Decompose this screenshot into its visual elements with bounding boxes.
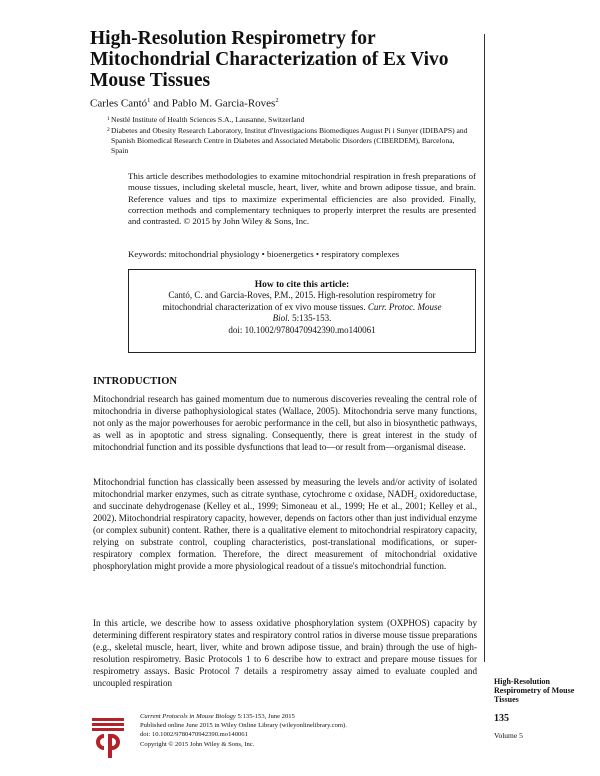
footer-copyright: Copyright © 2015 John Wiley & Sons, Inc. (140, 740, 255, 748)
citation-text: Cantó, C. and Garcia-Roves, P.M., 2015. High-resolution respirometry for mitochondrial characterization of ex vivo mouse tissues. Curr. Protoc. Mouse Biol. 5:135-153. doi: 10.1002/9780470942390.mo140061 (162, 290, 442, 335)
keyword-separator: • (261, 249, 265, 259)
citation-title: How to cite this article: (254, 280, 350, 290)
sidebar-rule (484, 34, 485, 662)
keyword: respiratory complexes (321, 249, 400, 259)
affiliations (107, 115, 471, 157)
affiliation-1: 1 Nestlé Institute of Health Sciences S.A., Lausanne, Switzerland (107, 115, 305, 124)
volume-label: Volume 5 (494, 731, 523, 740)
keyword: bioenergetics (266, 249, 314, 259)
abstract: This article describes methodologies to examine mitochondrial respiration in fresh preparations of mouse tissues, including skeletal muscle, heart, liver, white and brown adipose tissue, and brain. Reference values and tips to maximize experimental efficiencies are also provided. Finally, correction methods and complementary techniques to properly interpret the results are presented and contrasted. © 2015 by John Wiley & Sons, Inc. (128, 171, 476, 227)
current-protocols-logo-icon (92, 718, 124, 758)
footer-doi: doi: 10.1002/9780470942390.mo140061 (140, 731, 248, 739)
citation-doi[interactable]: doi: 10.1002/9780470942390.mo140061 (228, 324, 376, 335)
author-2-affil: 2 (275, 97, 279, 104)
author-and: and (150, 97, 172, 110)
author-1: Carles Cantó (90, 97, 148, 110)
intro-paragraph-2: Mitochondrial function has classically been assessed by measuring the levels and/or activity of isolated mitochondrial marker enzymes, such as citrate synthase, cytochrome c oxidase, NADH₂ oxidoreductase, and succinate dehydrogenase (Kelley et al., 1999; Simoneau et al., 1999; He et al., 2001; Kelley et al., 2002). Mitochondrial respiratory capacity, however, depends on factors other than just individual enzyme (or complex subunit) content. Rather, there is a qualitative element to mitochondrial respiratory capacity, relying on substrate control, coupling characteristics, post-translational modifications, or super-respiratory complex formation. Therefore, the direct measurement of mitochondrial oxidative phosphorylation might provide a more physiological readout of a tissue's mitochondrial function. (93, 477, 477, 571)
running-title: High-Resolution Respirometry of Mouse Tissues (494, 677, 575, 705)
affiliation-2: 2 Diabetes and Obesity Research Laboratory, Institut d'Investigacions Biomediques August Pi i Sunyer (IDIBAPS) and Spanish Biomedical Research Centre in Diabetes and Associated Metabolic Disorders (CIBERDEM), Barcelona, Spain (107, 126, 468, 155)
author-1-affil: 1 (147, 97, 151, 104)
footer-publication-info: Current Protocols in Mouse Biology 5:135-153, June 2015 Published online June 2015 in Wiley Online Library (wileyonlinelibrary.com). doi: 10.1002/9780470942390.mo140061 Copyright © 2015 John Wiley & Sons, Inc. (140, 713, 347, 748)
intro-paragraph-1: Mitochondrial research has gained momentum due to numerous discoveries revealing the central role of mitochondria in diverse pathophysiological states (Wallace, 2005). Mitochondria serve many functions, not only as the major powerhouses for aerobic performance in the cell, but also in biosynthetic pathways, as well as in apoptotic and stress signaling. Consequently, there is great interest in the study of mitochondrial function and its possible dysfunctions that lead to—or result from—organismal disease. (93, 394, 477, 452)
keywords (128, 249, 478, 259)
keyword-separator: • (315, 249, 320, 259)
keyword: mitochondrial physiology (168, 249, 260, 259)
citation-box (128, 269, 476, 353)
author-2: Pablo M. Garcia-Roves (171, 97, 276, 110)
keywords-label: Keywords: (128, 249, 167, 259)
page-number: 135 (494, 713, 509, 724)
section-heading-introduction: INTRODUCTION (93, 376, 178, 387)
footer-published: Published online June 2015 in Wiley Online Library (wileyonlinelibrary.com). (140, 722, 347, 730)
citation-journal: Curr. Protoc. Mouse Biol. (272, 301, 442, 324)
article-title: High-Resolution Respirometry for Mitochondrial Characterization of Ex Vivo Mouse Tissues (90, 28, 449, 91)
footer-journal: Current Protocols in Mouse Biology (140, 713, 236, 720)
author-line (90, 97, 279, 110)
intro-paragraph-3: In this article, we describe how to assess oxidative phosphorylation system (OXPHOS) capacity by determining different respiratory states and respiratory control ratios in diverse mouse tissue preparations (e.g., skeletal muscle, heart, liver, white and brown adipose tissue, and brain) through the use of high-resolution respirometry. Basic Protocols 1 to 6 describe how to extract and prepare mouse tissues for respirometry assays. Basic Protocol 7 details a respirometry assay aimed to evaluate coupled and uncoupled respiration (93, 618, 477, 688)
